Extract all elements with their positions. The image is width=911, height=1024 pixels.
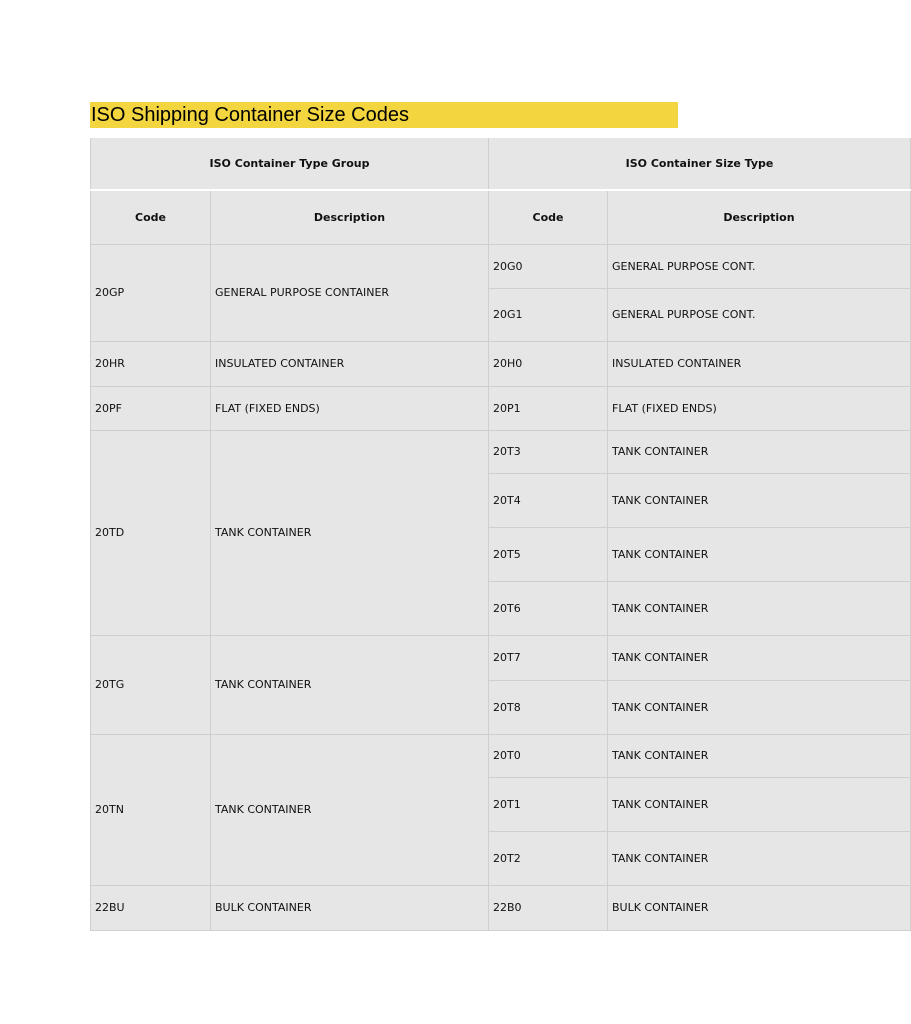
group-code-cell: 20TG [91, 635, 211, 734]
table-row [91, 386, 911, 430]
size-description-cell: TANK CONTAINER [608, 831, 911, 885]
group-description-cell: GENERAL PURPOSE CONTAINER [211, 244, 489, 341]
size-code-cell: 20T4 [489, 473, 608, 527]
size-description-cell: GENERAL PURPOSE CONT. [608, 288, 911, 341]
size-code-cell: 20T3 [489, 430, 608, 473]
size-code-cell: 20T2 [489, 831, 608, 885]
container-codes-table-wrapper [90, 138, 795, 930]
group-code-cell: 20GP [91, 244, 211, 341]
size-description-cell: TANK CONTAINER [608, 635, 911, 680]
size-description-cell: FLAT (FIXED ENDS) [608, 386, 911, 430]
table-row [91, 341, 911, 386]
table-row [91, 885, 911, 930]
group-header-row [91, 138, 911, 190]
size-code-cell: 20T1 [489, 777, 608, 831]
group-description-cell: TANK CONTAINER [211, 430, 489, 635]
size-code-cell: 20G0 [489, 244, 608, 288]
table-row [91, 244, 911, 288]
size-code-cell: 20T6 [489, 581, 608, 635]
table-body [91, 138, 911, 930]
size-code-cell: 20H0 [489, 341, 608, 386]
size-code-cell: 20G1 [489, 288, 608, 341]
size-description-column-header: Description [608, 190, 911, 244]
size-description-cell: GENERAL PURPOSE CONT. [608, 244, 911, 288]
group-description-cell: TANK CONTAINER [211, 635, 489, 734]
size-description-cell: INSULATED CONTAINER [608, 341, 911, 386]
group-description-column-header: Description [211, 190, 489, 244]
size-code-column-header: Code [489, 190, 608, 244]
size-description-cell: TANK CONTAINER [608, 680, 911, 734]
group-description-cell: TANK CONTAINER [211, 734, 489, 885]
group-description-cell: FLAT (FIXED ENDS) [211, 386, 489, 430]
size-description-cell: TANK CONTAINER [608, 430, 911, 473]
table-row [91, 430, 911, 473]
size-description-cell: TANK CONTAINER [608, 581, 911, 635]
size-description-cell: TANK CONTAINER [608, 527, 911, 581]
size-code-cell: 20P1 [489, 386, 608, 430]
size-code-cell: 22B0 [489, 885, 608, 930]
size-code-cell: 20T7 [489, 635, 608, 680]
group-code-cell: 20HR [91, 341, 211, 386]
size-code-cell: 20T5 [489, 527, 608, 581]
type-group-header: ISO Container Type Group [91, 138, 489, 190]
group-code-cell: 20TD [91, 430, 211, 635]
group-description-cell: BULK CONTAINER [211, 885, 489, 930]
size-description-cell: TANK CONTAINER [608, 473, 911, 527]
table-row [91, 734, 911, 777]
group-code-cell: 20TN [91, 734, 211, 885]
size-description-cell: TANK CONTAINER [608, 734, 911, 777]
group-code-cell: 20PF [91, 386, 211, 430]
container-codes-table [90, 138, 911, 931]
group-code-column-header: Code [91, 190, 211, 244]
size-type-header: ISO Container Size Type [489, 138, 911, 190]
size-code-cell: 20T8 [489, 680, 608, 734]
size-description-cell: BULK CONTAINER [608, 885, 911, 930]
size-description-cell: TANK CONTAINER [608, 777, 911, 831]
page-title: ISO Shipping Container Size Codes [90, 102, 678, 128]
group-code-cell: 22BU [91, 885, 211, 930]
group-description-cell: INSULATED CONTAINER [211, 341, 489, 386]
table-row [91, 635, 911, 680]
size-code-cell: 20T0 [489, 734, 608, 777]
column-header-row [91, 190, 911, 244]
